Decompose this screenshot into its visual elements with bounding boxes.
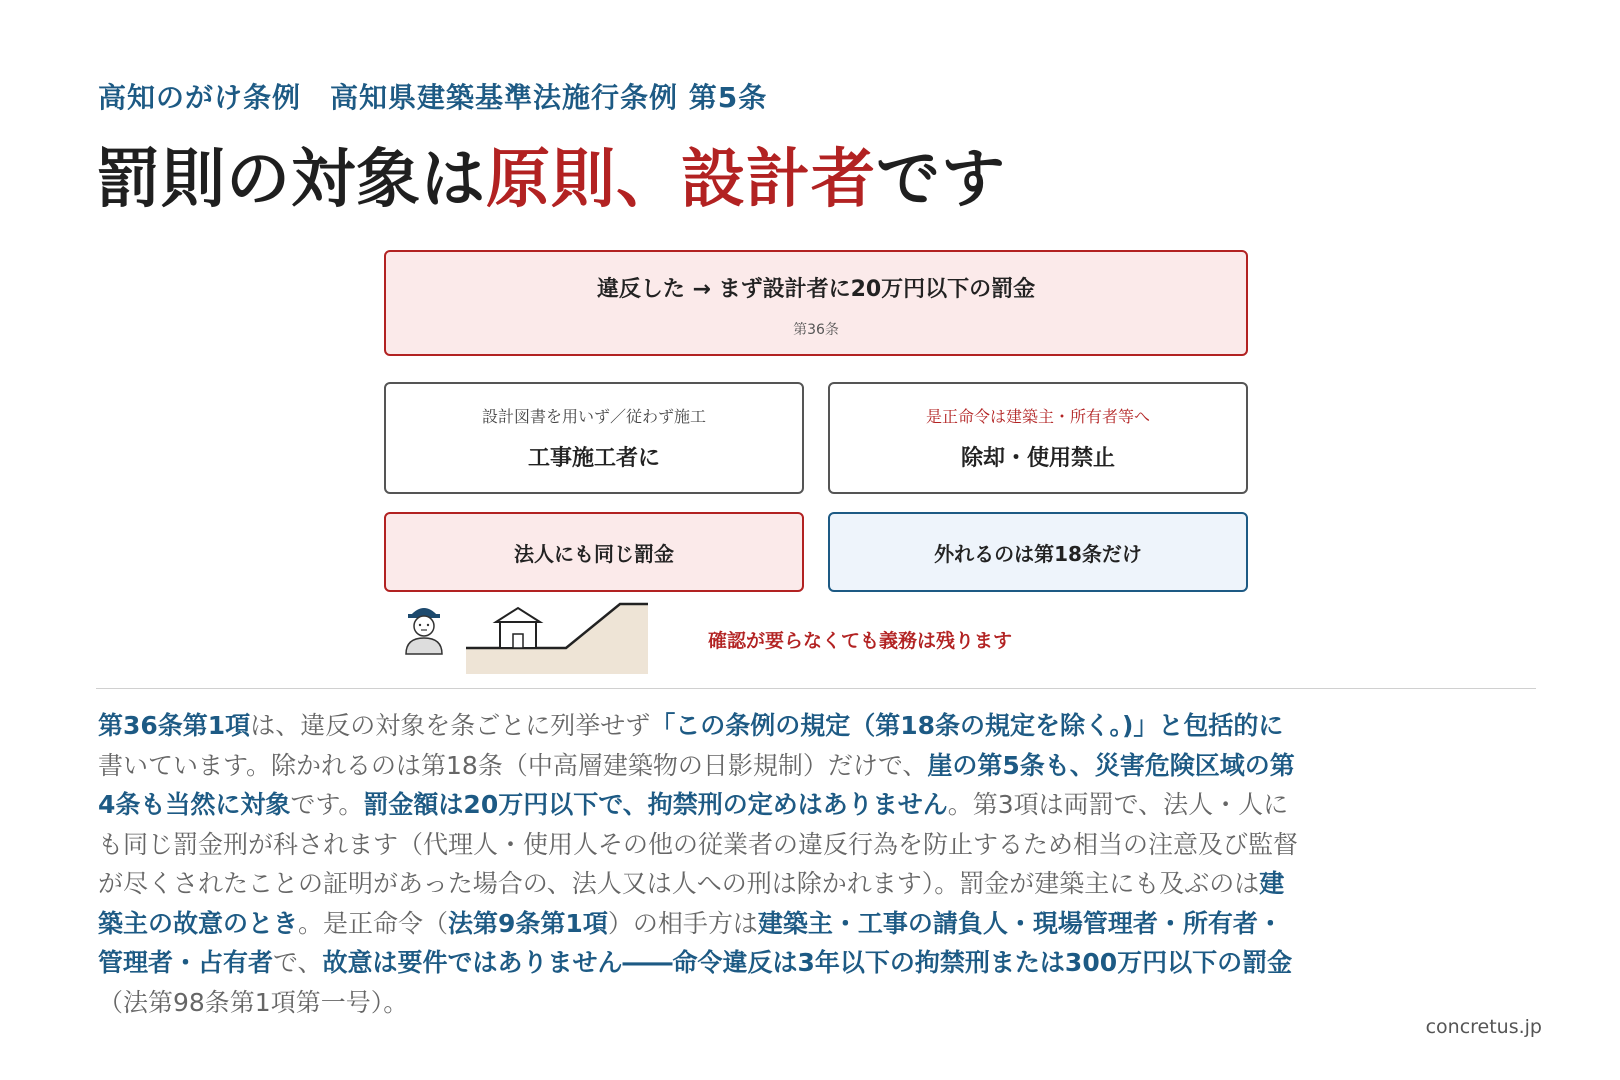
body-text: 書いています。除かれるのは第18条（中高層建築物の日影規制）だけで、 — [98, 750, 928, 780]
title-highlight-designer: 設計者 — [681, 143, 876, 217]
body-text: （法第98条第1項第一号）。 — [98, 987, 409, 1017]
page-title — [96, 128, 1006, 220]
slope-icon — [466, 604, 648, 674]
body-text: ）の相手方は — [607, 908, 758, 938]
contractor-target: 工事施工者に — [527, 446, 660, 471]
body-strong: 「この条例の規定（第18条の規定を除く。)」と包括的に — [650, 711, 1284, 740]
house-icon — [496, 608, 540, 648]
penalty-designer-text: 違反した → まず設計者に20万円以下の罰金 — [596, 276, 1036, 302]
obligation-note: 確認が要らなくても義務は残ります — [708, 630, 1013, 652]
site-credit: concretus.jp — [1425, 1016, 1542, 1038]
body-text: 。是正命令（ — [298, 908, 449, 938]
corporate-penalty-box — [384, 512, 804, 592]
body-strong: 法第9条第1項 — [448, 908, 608, 938]
body-strong: 建築主の故意のとき — [98, 869, 1285, 938]
article-36-label: 第36条 — [793, 321, 839, 338]
body-strong: 建築主・工事の請負人・現場管理者・所有者・管理者・占有者 — [98, 908, 1283, 977]
worker-house-slope-illustration — [400, 596, 660, 674]
correction-order-action: 除却・使用禁止 — [960, 446, 1115, 471]
body-text: は、違反の対象を条ごとに列挙せず — [250, 711, 651, 740]
body-text: です。 — [290, 790, 364, 819]
contractor-penalty-box — [384, 382, 804, 494]
penalty-designer-box — [384, 250, 1248, 356]
body-text: で、 — [273, 948, 323, 977]
title-part1: 罰則の対象は — [96, 143, 486, 217]
exception-text: 外れるのは第18条だけ — [934, 541, 1142, 566]
corporate-penalty-text: 法人にも同じ罰金 — [514, 541, 674, 566]
title-part2: です — [876, 143, 1006, 217]
exception-box — [828, 512, 1248, 592]
body-text: 。第3項は両罰で、法人・人にも同じ罰金刑が科されます（代理人・使用人その他の従業者の違反行為を防止するため相当の注意及び監督が尽くされたことの証明があった場合の、法人又は人への刑は除かれます）。罰金が建築主にも及ぶのは — [98, 790, 1299, 898]
explanation-paragraph — [98, 706, 1298, 1022]
correction-order-box — [828, 382, 1248, 494]
worker-icon — [406, 608, 442, 654]
page-subtitle: 高知のがけ条例 高知県建築基準法施行条例 第5条 — [98, 81, 768, 114]
divider — [96, 688, 1536, 689]
body-strong: 崖の第5条も、災害危険区域の第4条も当然に対象 — [98, 750, 1295, 819]
title-highlight-principle: 原則、 — [486, 143, 681, 217]
body-strong: 第36条第1項 — [98, 711, 251, 740]
contractor-condition: 設計図書を用いず／従わず施工 — [481, 407, 706, 426]
body-strong: 罰金額は20万円以下で、拘禁刑の定めはありません — [363, 790, 948, 819]
body-strong: 故意は要件ではありません――命令違反は3年以下の拘禁刑または300万円以下の罰金 — [322, 948, 1293, 977]
correction-order-condition: 是正命令は建築主・所有者等へ — [925, 407, 1150, 426]
